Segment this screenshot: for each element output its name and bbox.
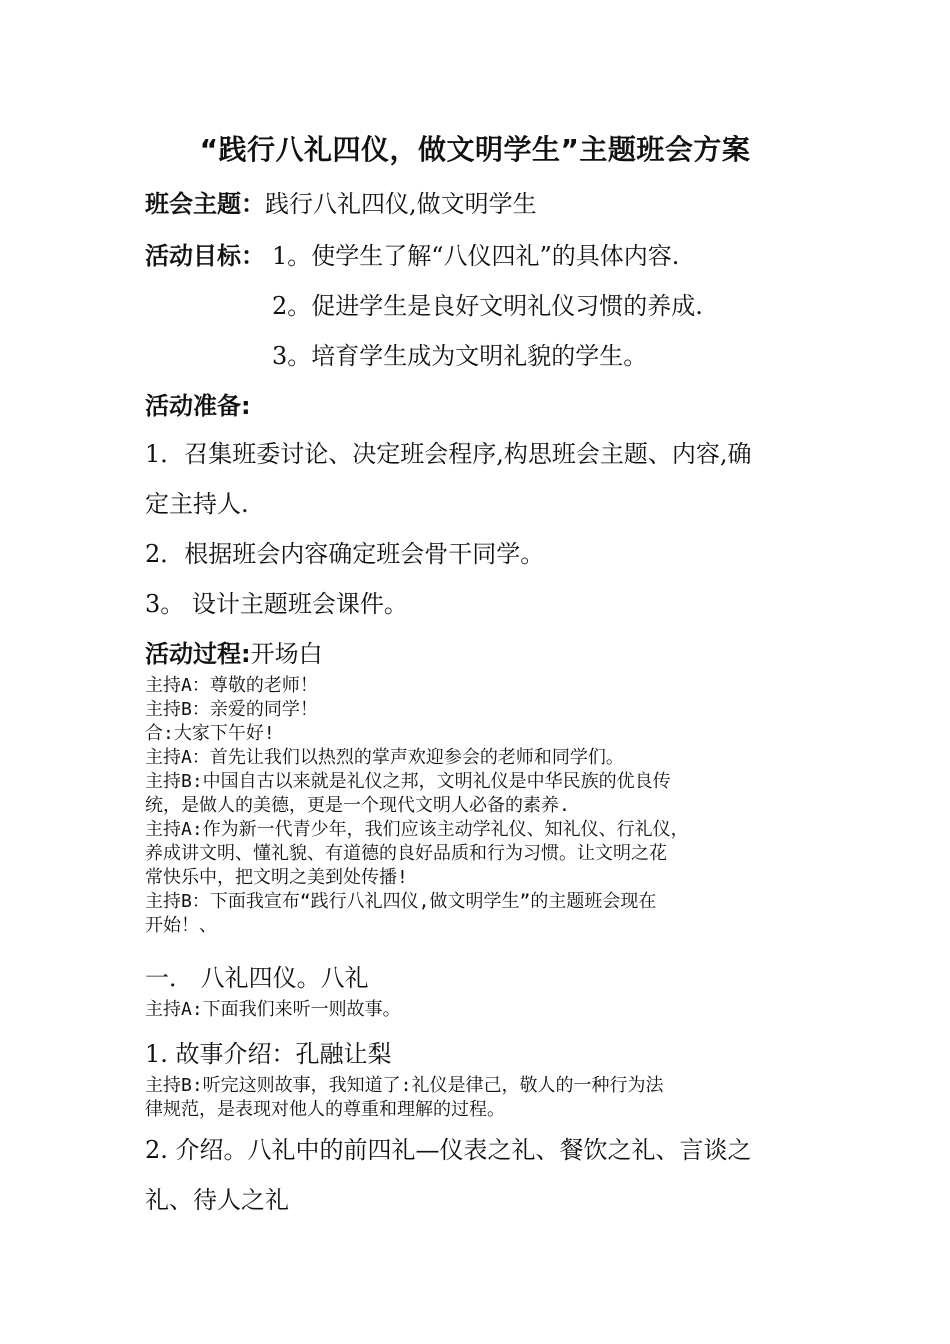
dialogue-line: 主持B：亲爱的同学！ xyxy=(145,699,318,720)
comment-line: 律规范，是表现对他人的尊重和理解的过程。 xyxy=(145,1099,505,1120)
dialogue-line: 合:大家下午好! xyxy=(145,723,275,744)
process-label: 活动过程: xyxy=(145,640,251,668)
prep-label: 活动准备: xyxy=(145,392,251,420)
theme-line xyxy=(145,184,537,219)
dialogue-line: 常快乐中，把文明之美到处传播! xyxy=(145,867,408,888)
dialogue-line: 主持B:中国自古以来就是礼仪之邦，文明礼仪是中华民族的优良传 xyxy=(145,771,671,792)
prep-item-1-line-2: 定主持人. xyxy=(145,490,249,518)
dialogue-line: 主持A：尊敬的老师！ xyxy=(145,675,318,696)
goal-item-2: 2。促进学生是良好文明礼仪习惯的养成. xyxy=(272,292,703,320)
goal-item-3: 3。培育学生成为文明礼貌的学生。 xyxy=(272,342,648,370)
story-title: 1. 故事介绍：孔融让梨 xyxy=(145,1040,392,1068)
intro-line-2: 礼、待人之礼 xyxy=(145,1186,289,1214)
intro-line-1: 2. 介绍。八礼中的前四礼—仪表之礼、餐饮之礼、言谈之 xyxy=(145,1136,752,1164)
theme-label: 班会主题： xyxy=(145,190,265,218)
dialogue-line: 主持B：下面我宣布“践行八礼四仪,做文明学生”的主题班会现在 xyxy=(145,891,657,912)
goal-item-1: 1。使学生了解“八仪四礼”的具体内容. xyxy=(272,242,680,270)
host-a-story-line: 主持A:下面我们来听一则故事。 xyxy=(145,999,401,1020)
process-line xyxy=(145,634,323,669)
dialogue-line: 统，是做人的美德，更是一个现代文明人必备的素养. xyxy=(145,795,570,816)
document-title: “践行八礼四仪，做文明学生”主题班会方案 xyxy=(199,133,751,166)
dialogue-line: 养成讲文明、懂礼貌、有道德的良好品质和行为习惯。让文明之花 xyxy=(145,843,667,864)
comment-line: 主持B:听完这则故事，我知道了:礼仪是律己，敬人的一种行为法 xyxy=(145,1075,664,1096)
dialogue-block xyxy=(145,674,815,938)
prep-item-3: 3。 设计主题班会课件。 xyxy=(145,590,408,618)
prep-item-1-line-1: 1．召集班委讨论、决定班会程序,构思班会主题、内容,确 xyxy=(145,440,752,468)
process-value: 开场白 xyxy=(250,640,323,668)
dialogue-line: 主持A:作为新一代青少年，我们应该主动学礼仪、知礼仪、行礼仪， xyxy=(145,819,689,840)
theme-value: 践行八礼四仪,做文明学生 xyxy=(265,190,537,218)
dialogue-line: 主持A：首先让我们以热烈的掌声欢迎参会的老师和同学们。 xyxy=(145,747,624,768)
prep-item-2: 2．根据班会内容确定班会骨干同学。 xyxy=(145,540,545,568)
host-b-comment-block xyxy=(145,1074,815,1122)
section-heading: 一． 八礼四仪。八礼 xyxy=(145,964,369,992)
goals-line xyxy=(145,236,265,271)
dialogue-line: 开始！、 xyxy=(145,915,217,936)
goals-label: 活动目标： xyxy=(145,242,265,270)
